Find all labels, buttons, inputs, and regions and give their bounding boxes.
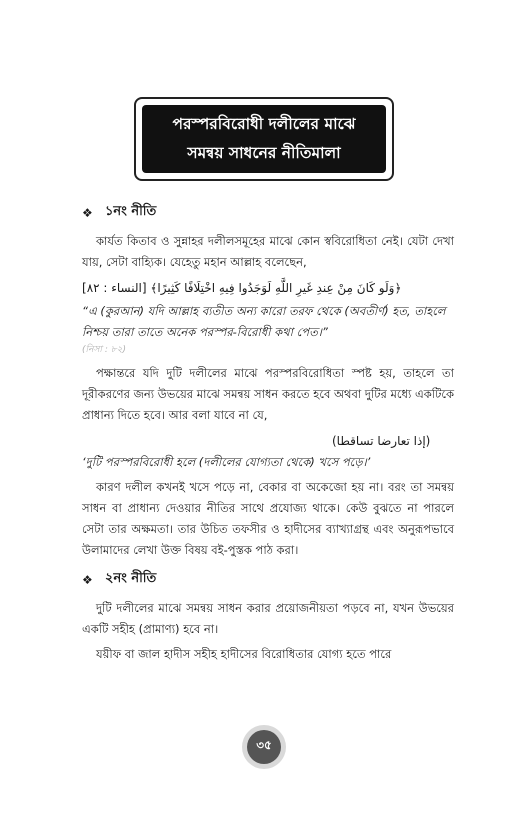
page-number-badge: [242, 725, 286, 769]
page-number: ৩৫: [247, 730, 281, 764]
chapter-title-line2: সমন্বয় সাধনের নীতিমালা: [187, 144, 341, 162]
paragraph: দুটি দলীলের মাঝে সমন্বয় সাধন করার প্রয়োজনীয়তা পড়বে না, যখন উভয়ের একটি সহীহ (প্রামাণ্য) হবে না।: [82, 601, 454, 636]
paragraph: কার্যত কিতাব ও সুন্নাহর দলীলসমূহের মাঝে কোন স্ববিরোধিতা নেই। যেটা দেখা যায়, সেটা বাহ্যিক। যেহেতু মহান আল্লাহ বলেছেন,: [82, 234, 454, 269]
section-heading-1: [82, 202, 454, 223]
chapter-title: [142, 105, 386, 173]
maxim-translation: ‘দুটি পরস্পরবিরোধী হলে (দলীলের যোগ্যতা থেকে) খসে পড়ে।’: [82, 455, 371, 469]
verse-translation: “এ (কুরআন) যদি আল্লাহ ব্যতীত অন্য কারো তরফ থেকে (অবতীর্ণ) হত, তাহলে নিশ্চয় তারা তাতে অনেক পরস্পর-বিরোধী কথা পেত।”: [82, 304, 446, 339]
chapter-title-line1: পরস্পরবিরোধী দলীলের মাঝে: [172, 115, 356, 133]
arabic-maxim: (إذا تعارضا تساقطا): [332, 434, 431, 448]
page-content: [82, 196, 454, 669]
diamond-bullet-icon: ❖: [82, 205, 93, 220]
verse-reference: (নিসা : ৮২): [82, 345, 126, 355]
title-frame: [134, 97, 394, 181]
paragraph: পক্ষান্তরে যদি দুটি দলীলের মাঝে পরস্পরবিরোধিতা স্পষ্ট হয়, তাহলে তা দূরীকরণের জন্য উভয়ের মাঝে সমন্বয় সাধন করতে হবে অথবা দুটির মধ্যে একটিকে প্রাধান্য দিতে হবে। আর বলা যাবে না যে,: [82, 366, 454, 422]
paragraph: যয়ীফ বা জাল হাদীস সহীহ হাদীসের বিরোধিতার যোগ্য হতে পারে: [96, 647, 392, 661]
section-heading-label: ২নং নীতি: [105, 571, 157, 586]
section-heading-label: ১নং নীতি: [105, 204, 157, 219]
arabic-verse: ﴿وَلَو كَانَ مِنْ عِندِ غَيرِ اللَّهِ لَوَجَدُوا فِيهِ اخْتِلَافًا كَثِيرًا﴾ [النساء : ٨٢]: [82, 281, 402, 295]
diamond-bullet-icon: ❖: [82, 572, 93, 587]
paragraph: কারণ দলীল কখনই খসে পড়ে না, বেকার বা অকেজো হয় না। বরং তা সমন্বয় সাধন বা প্রাধান্য দেওয়ার নীতির সাথে প্রযোজ্য থাকে। কেউ বুঝতে না পারলে সেটা তার অক্ষমতা। তার উচিত তফসীর ও হাদীসের ব্যাখ্যাগ্রন্থ এবং অনুরূপভাবে উলামাদের লেখা উক্ত বিষয় বই-পুস্তক পাঠ করা।: [82, 480, 454, 557]
section-heading-2: [82, 569, 454, 590]
